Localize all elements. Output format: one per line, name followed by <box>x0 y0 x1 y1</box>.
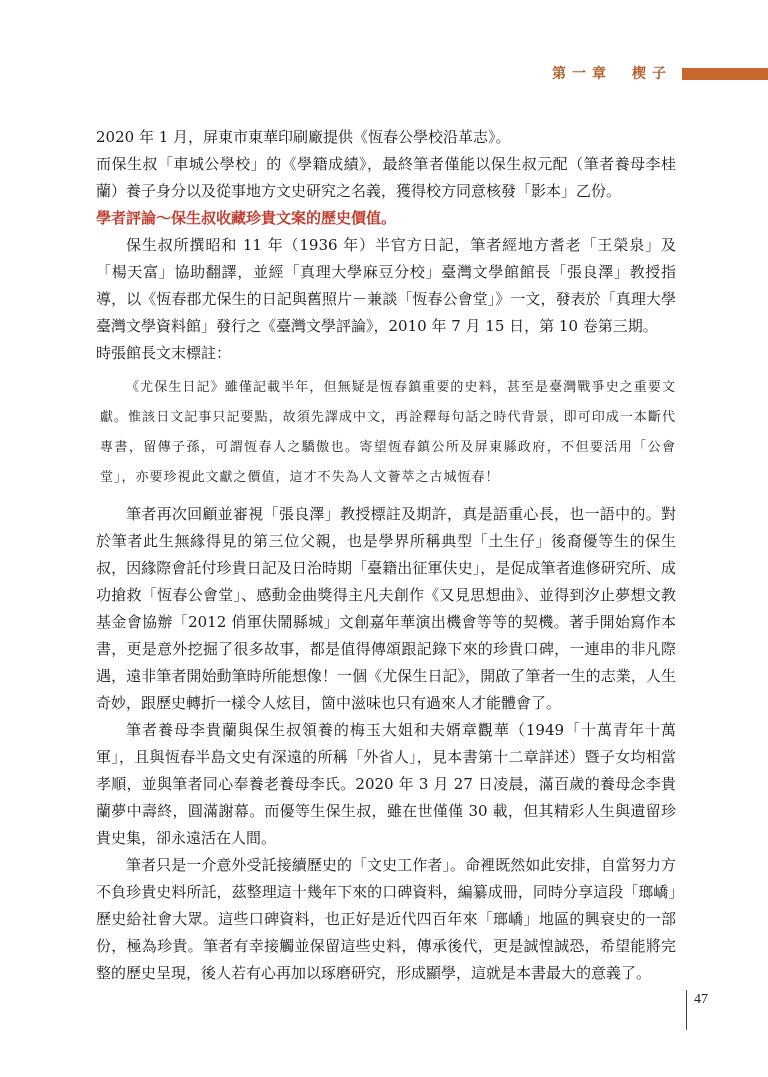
paragraph-6: 筆者養母李貴蘭與保生叔領養的梅玉大姐和夫婿章觀華（1949「十萬青年十萬軍」，且與恆春半島文史有深遠的所稱「外省人」，見本書第十二章詳述）暨子女均相當孝順，並與筆者同心奉養老養母李氏。2020 年 3 月 27 日凌晨，滿百歲的養母念李貴蘭夢中壽終，圓滿謝幕。而優等生保生叔，雖在世僅僅 30 載，但其精彩人生與遺留珍貴史集，卻永遠活在人間。 <box>96 721 676 847</box>
section-heading: 學者評論～保生叔收藏珍貴文案的歷史價值。 <box>96 209 397 227</box>
footer-divider <box>686 990 687 1030</box>
paragraph-7: 筆者只是一介意外受託接續歷史的「文史工作者」。命裡既然如此安排，自當努力方不負珍貴史料所託，茲整理這十幾年下來的口碑資料，編纂成冊，同時分享這段「瑯嶠」歷史給社會大眾。這些口碑資料，也正好是近代四百年來「瑯嶠」地區的興衰史的一部份，極為珍貴。筆者有幸接觸並保留這些史料，傳承後代，更是誠惶誠恐，希望能將完整的歷史呈現，後人若有心再加以琢磨研究，形成顯學，這就是本書最大的意義了。 <box>96 856 676 982</box>
paragraph-1: 2020 年 1 月，屏東市東華印刷廠提供《恆春公學校沿革志》。 <box>96 128 511 146</box>
paragraph-3: 保生叔所撰昭和 11 年（1936 年）半官方日記，筆者經地方耆老「王榮泉」及「楊天富」協助翻譯，並經「真理大學麻豆分校」臺灣文學館館長「張良澤」教授指導，以《恆春郡尤保生的日記與舊照片－兼談「恆春公會堂」》一文，發表於「真理大學臺灣文學資料館」發行之《臺灣文學評論》，2010 年 7 月 15 日，第 10 卷第三期。 <box>96 236 676 335</box>
body-text <box>96 124 676 987</box>
page-number: 47 <box>694 992 708 1007</box>
chapter-title: 第一章 楔子 <box>552 66 672 82</box>
running-header <box>0 62 768 86</box>
header-accent-bar <box>682 68 768 80</box>
paragraph-5: 筆者再次回顧並審視「張良澤」教授標註及期許，真是語重心長，也一語中的。對於筆者此生無緣得見的第三位父親，也是學界所稱典型「土生仔」後裔優等生的保生叔，因緣際會託付珍貴日記及日治時期「臺籍出征軍伕史」，是促成筆者進修研究所、成功搶救「恆春公會堂」、感動金曲獎得主凡夫創作《又見思想曲》、並得到汐止夢想文教基金會協辦「2012 俏軍伕鬧縣城」文創嘉年華演出機會等等的契機。著手開始寫作本書，更是意外挖掘了很多故事，都是值得傳頌跟記錄下來的珍貴口碑，一連串的非凡際遇，遠非筆者開始動筆時所能想像！一個《尤保生日記》，開啟了筆者一生的志業，人生奇妙，跟歷史轉折一樣令人炫目，箇中滋味也只有過來人才能體會了。 <box>96 505 676 712</box>
block-quote <box>96 373 676 493</box>
paragraph-4: 時張館長文末標註： <box>96 344 232 362</box>
paragraph-2: 而保生叔「車城公學校」的《學籍成績》，最終筆者僅能以保生叔元配（筆者養母李桂蘭）養子身分以及從事地方文史研究之名義，獲得校方同意核發「影本」乙份。 <box>96 155 676 200</box>
quote-text: 《尤保生日記》雖僅記載半年，但無疑是恆春鎮重要的史料，甚至是臺灣戰爭史之重要文獻。惟該日文記事只記要點，故須先譯成中文，再詮釋每句話之時代背景，即可印成一本斷代專書，留傳子孫，可謂恆春人之驕傲也。寄望恆春鎮公所及屏東縣政府，不但要活用「公會堂」，亦要珍視此文獻之價值，這才不失為人文薈萃之古城恆春！ <box>100 380 676 485</box>
